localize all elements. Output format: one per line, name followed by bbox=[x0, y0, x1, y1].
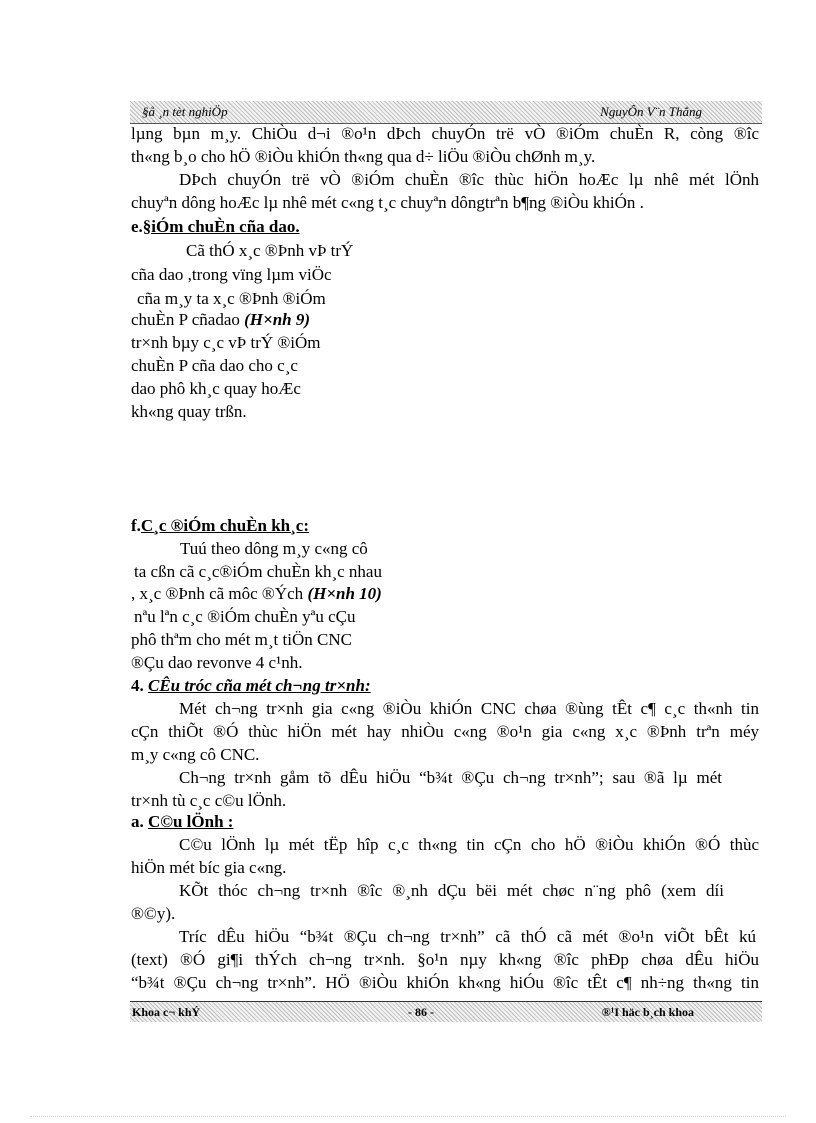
text-line: lµng bµn m¸y. ChiÒu d¬i ®o¹n dÞch chuyÓn trë vÒ ®iÓm chuÈn R, còng ®îc bbox=[131, 124, 759, 143]
heading-title: C¸c ®iÓm chuÈn kh¸c: bbox=[140, 516, 309, 535]
header-right-text: NguyÔn V¨n Thắng bbox=[600, 104, 702, 119]
heading-title: §iÓm chuÈn cña dao. bbox=[142, 217, 300, 236]
section-heading-f bbox=[131, 515, 309, 537]
heading-prefix: f. bbox=[131, 516, 141, 535]
text-line: Tuú theo dông m¸y c«ng cô bbox=[180, 539, 368, 558]
page-header bbox=[130, 101, 762, 124]
text-line: ta cßn cã c¸c®iÓm chuÈn kh¸c nhau bbox=[134, 562, 382, 581]
text-line bbox=[131, 583, 382, 605]
text-line: phô thªm cho mét m¸t tiÖn CNC bbox=[131, 630, 352, 649]
section-heading-a bbox=[131, 811, 233, 833]
text-line: Cã thÓ x¸c ®Þnh vÞ trÝ bbox=[186, 241, 354, 260]
text-line: cña m¸y ta x¸c ®Þnh ®iÓm bbox=[137, 289, 326, 308]
text-line: Mét ch¬ng tr×nh gia c«ng ®iÒu khiÓn CNC chøa ®ùng tÊt c¶ c¸c th«nh tin bbox=[179, 699, 759, 718]
heading-prefix: 4. bbox=[131, 676, 148, 695]
page-footer bbox=[130, 1001, 762, 1022]
text-line: dao phô kh¸c quay hoÆc bbox=[131, 379, 301, 398]
page-edge-divider bbox=[30, 1116, 786, 1118]
text-line: nªu lªn c¸c ®iÓm chuÈn yªu cÇu bbox=[134, 607, 356, 626]
text-line: (text) ®Ó gi¶i thÝch ch¬ng tr×nh. §o¹n nµy kh«ng ®îc phÐp chøa dÊu hiÖu bbox=[131, 950, 759, 969]
header-left-text: §å ¸n tèt nghiÖp bbox=[142, 104, 228, 119]
text-line: “b¾t ®Çu ch¬ng tr×nh”. HÖ ®iÒu khiÓn kh«ng hiÓu ®îc tÊt c¶ nh÷ng th«ng tin bbox=[131, 973, 759, 992]
heading-prefix: e. bbox=[131, 217, 143, 236]
text-line: chuÈn P cña dao cho c¸c bbox=[131, 356, 298, 375]
text-line: cña dao ,trong vïng lµm viÖc bbox=[131, 265, 332, 284]
text-line bbox=[131, 309, 310, 331]
footer-right-text: ®¹I häc b¸ch khoa bbox=[601, 1005, 694, 1019]
text-line: th«ng b¸o cho hÖ ®iÒu khiÓn th«ng qua d÷ liÖu ®iÒu chØnh m¸y. bbox=[131, 147, 596, 166]
footer-left-text: Khoa c¬ khÝ bbox=[132, 1005, 201, 1019]
text-line: tr×nh bµy c¸c vÞ trÝ ®iÓm bbox=[131, 333, 321, 352]
heading-title: CÊu tróc cña mét ch¬ng tr×nh: bbox=[148, 676, 371, 695]
text-line: Tríc dÊu hiÖu “b¾t ®Çu ch¬ng tr×nh” cã thÓ cã mét ®o¹n viÕt bÊt kú bbox=[179, 927, 756, 946]
text-line: kh«ng quay trßn. bbox=[131, 402, 247, 421]
text-line: KÕt thóc ch¬ng tr×nh ®îc ®¸nh dÇu bëi mét chøc n¨ng phô (xem díi bbox=[179, 881, 724, 900]
heading-prefix: a. bbox=[131, 812, 148, 831]
text-fragment: , x¸c ®Þnh cã môc ®Ých bbox=[131, 584, 308, 603]
section-heading-4 bbox=[131, 675, 371, 697]
figure-ref: (H×nh 10) bbox=[307, 584, 382, 603]
text-line: ®©y). bbox=[131, 904, 176, 923]
text-line: ®Çu dao revonve 4 c¹nh. bbox=[131, 653, 303, 672]
text-fragment: chuÈn P cñadao bbox=[131, 310, 245, 329]
section-heading-e bbox=[131, 216, 300, 238]
figure-ref: (H×nh 9) bbox=[244, 310, 311, 329]
heading-title: C©u lÖnh : bbox=[148, 812, 234, 831]
text-line: Ch¬ng tr×nh gåm tõ dÊu hiÖu “b¾t ®Çu ch¬ng tr×nh”; sau ®ã lµ mét bbox=[179, 768, 722, 787]
text-line: tr×nh tù c¸c c©u lÖnh. bbox=[131, 791, 287, 810]
text-line: m¸y c«ng cô CNC. bbox=[131, 745, 260, 764]
text-line: DÞch chuyÓn trë vÒ ®iÓm chuÈn ®îc thùc hiÖn hoÆc lµ nhê mét lÖnh bbox=[179, 170, 759, 189]
page-number: - 86 - bbox=[408, 1005, 434, 1019]
text-line: cÇn thiÕt ®Ó thùc hiÖn mét hay nhiÒu c«ng ®o¹n gia c«ng x¸c ®Þnh trªn méy bbox=[131, 722, 759, 741]
text-line: hiÖn mét bíc gia c«ng. bbox=[131, 858, 287, 877]
text-line: C©u lÖnh lµ mét tËp hîp c¸c th«ng tin cÇn cho hÖ ®iÒu khiÓn ®Ó thùc bbox=[179, 835, 759, 854]
text-line: chuyªn dông hoÆc lµ nhê mét c«ng t¸c chuyªn dôngtrªn b¶ng ®iÒu khiÓn . bbox=[131, 193, 644, 212]
